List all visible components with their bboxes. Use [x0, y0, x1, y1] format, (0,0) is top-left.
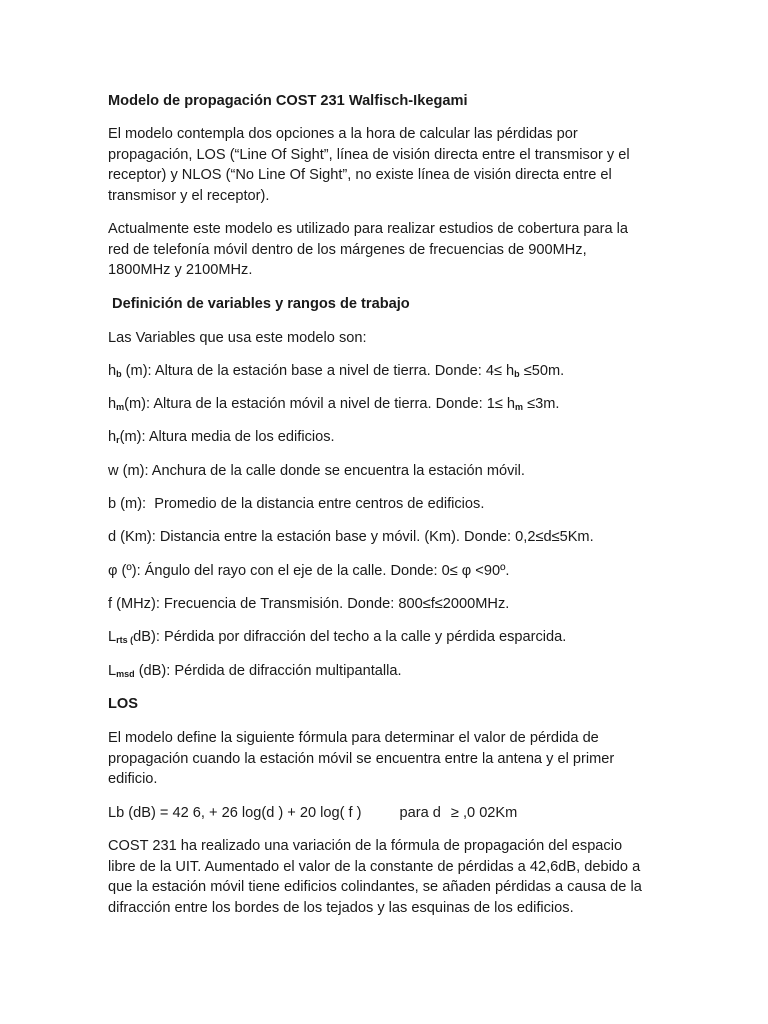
variable-hb: $h_b$ (m): Altura de la estación base a nivel de tierra. Donde: $4\le h_b \le 50m$.: [108, 363, 565, 379]
formula-condition-label: para d: [399, 805, 441, 821]
text-line: El modelo contempla dos opciones a la hora de calcular las pérdidas por: [108, 126, 578, 142]
section-heading-variables: Definición de variables y rangos de trabajo: [108, 296, 410, 312]
text-line: El modelo define la siguiente fórmula para determinar el valor de pérdida de: [108, 730, 599, 746]
variable-phi: φ (º): Ángulo del rayo con el eje de la calle. Donde: 0≤ φ <90º.: [108, 563, 510, 579]
text-line: transmisor y el receptor).: [108, 187, 270, 204]
formula-expression: Lb (dB) = 42 6, + 26 log(d ) + 20 log( f ): [108, 805, 362, 821]
text-line: propagación, LOS (“Line Of Sight”, línea de visión directa entre el transmisor y el: [108, 146, 630, 163]
variable-lmsd: $L_{msd}$ (dB): Pérdida de difracción multipantalla.: [108, 663, 402, 679]
variable-f: f (MHz): Frecuencia de Transmisión. Donde: 800≤f≤2000MHz.: [108, 596, 510, 612]
intro-paragraph: [108, 124, 668, 206]
los-paragraph: [108, 728, 668, 790]
variable-lrts: $L_{rts (}dB$): Pérdida por difracción del techo a la calle y pérdida esparcida.: [108, 629, 567, 645]
cost-paragraph: [108, 836, 668, 918]
page-title: Modelo de propagación COST 231 Walfisch-Ikegami: [108, 93, 468, 109]
variables-intro: Las Variables que usa este modelo son:: [108, 330, 367, 346]
text-line: red de telefonía móvil dentro de los márgenes de frecuencias de 900MHz,: [108, 241, 587, 258]
text-line: Actualmente este modelo es utilizado para realizar estudios de cobertura para la: [108, 221, 628, 237]
variable-hm: $h_m(m)$: Altura de la estación móvil a nivel de tierra. Donde: $1\le h_m \le 3m$.: [108, 396, 560, 412]
text-line: edificio.: [108, 771, 158, 787]
section-heading-los: LOS: [108, 696, 138, 712]
text-line: difracción entre los bordes de los tejados y las esquinas de los edificios.: [108, 899, 574, 916]
text-line: 1800MHz y 2100MHz.: [108, 262, 253, 278]
variable-d: d (Km): Distancia entre la estación base y móvil. (Km). Donde: 0,2≤d≤5Km.: [108, 529, 594, 545]
text-line: propagación cuando la estación móvil se encuentra entre la antena y el primer: [108, 750, 615, 767]
text-line: COST 231 ha realizado una variación de la fórmula de propagación del espacio: [108, 838, 623, 854]
formula-lb: [108, 803, 668, 824]
text-line: que la estación móvil tiene edificios colindantes, se añaden pérdidas a causa de la: [108, 879, 642, 895]
variable-b: b (m): Promedio de la distancia entre centros de edificios.: [108, 496, 485, 512]
text-line: receptor) y NLOS (“No Line Of Sight”, no existe línea de visión directa entre el: [108, 167, 612, 183]
text-line: libre de la UIT. Aumentado el valor de la constante de pérdidas a 42,6dB, debido a: [108, 858, 641, 875]
usage-paragraph: [108, 219, 668, 281]
formula-condition-value: ≥ ,0 02Km: [450, 805, 518, 821]
variable-hr: $h_r(m)$: Altura media de los edificios.: [108, 429, 335, 445]
variable-w: w (m): Anchura de la calle donde se encuentra la estación móvil.: [108, 463, 525, 479]
